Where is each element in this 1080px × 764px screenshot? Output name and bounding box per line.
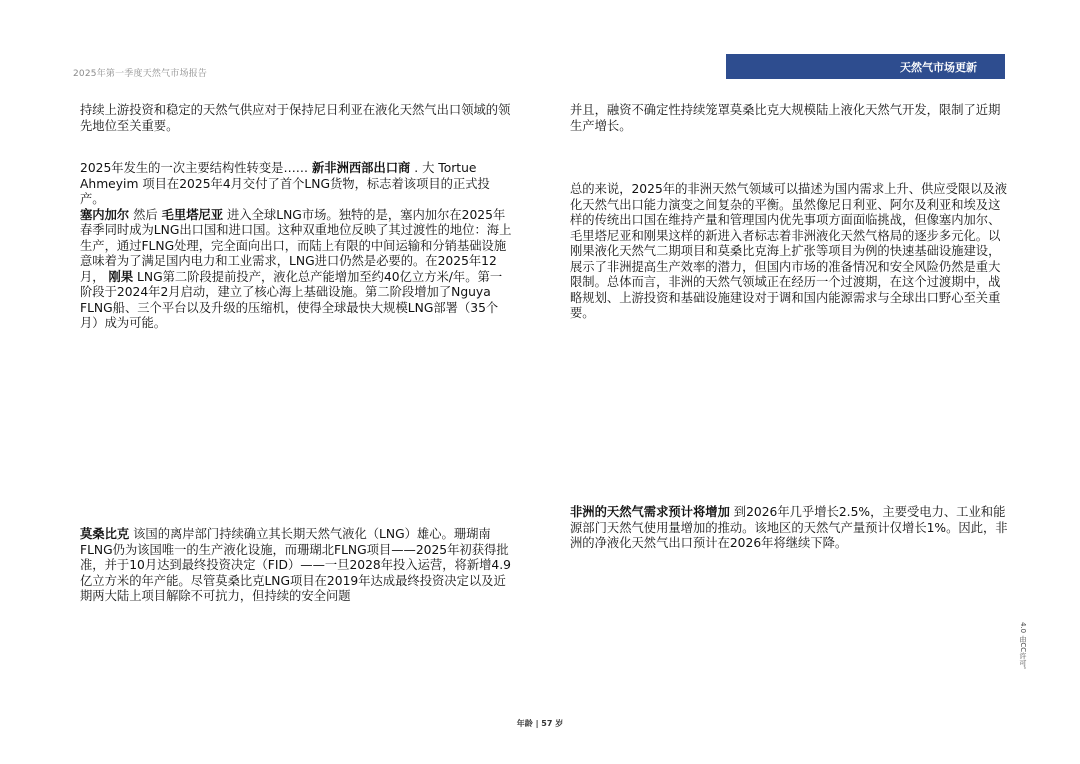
paragraph-overall-summary: 总的来说，2025年的非洲天然气领域可以描述为国内需求上升、供应受限以及液化天然气出口能力演变之间复杂的平衡。虽然像尼日利亚、阿尔及利亚和埃及这样的传统出口国在维持产量和管理国内优先事项方面面临挑战，但像塞内加尔、毛里塔尼亚和刚果这样的新进入者标志着非洲液化天然气格局的逐步多元化。以刚果液化天然气二期项目和莫桑比克海上扩张等项目为例的快速基础设施建设，展示了非洲提高生产效率的潜力，但国内市场的准备情况和安全风险仍然是重大限制。总体而言，非洲的天然气领域正在经历一个过渡期，在这个过渡期中，战略规划、上游投资和基础设施建设对于调和国内能源需求与全球出口野心至关重要。 [570,182,1008,320]
bold-term-mauritania: 毛里塔尼亚 [161,207,224,222]
license-side-note: 4.0 由CC许可。 [1019,622,1027,674]
running-header: 2025年第一季度天然气市场报告 [73,69,208,79]
paragraph-financing-uncertainty: 并且，融资不确定性持续笼罩莫桑比克大规模陆上液化天然气开发，限制了近期生产增长。 [570,103,1001,133]
text-run: . 大 Tortue Ahmeyim 项目在2025年4月交付了首个LNG货物，标志着该项目的正式投产。 [80,161,490,206]
paragraph-structural-shift [80,161,512,332]
text-run: 然后 [129,207,162,222]
paragraph-demand-outlook [570,505,1012,552]
page-number: 年龄 | 57 岁 [516,719,564,728]
text-run: 2025年发生的一次主要结构性转变是…… [80,161,312,175]
text-run: 进入全球LNG市场。独特的是，塞内加尔在2025年春季同时成为LNG出口国和进口国。这种双重地位反映了其过渡性的地位：海上生产，通过FLNG处理，完全面向出口，而陆上有限的中间运输和分销基础设施意味着为了满足国内电力和工业需求，LNG进口仍然是必要的。在2025年12月， [80,207,512,284]
text-run: 该国的离岸部门持续确立其长期天然气液化（LNG）雄心。珊瑚南FLNG仍为该国唯一的生产液化设施，而珊瑚北FLNG项目——2025年初获得批准，并于10月达到最终投资决定（FID）——一旦2028年投入运营，将新增4.9亿立方米的年产能。尽管莫桑比克LNG项目在2019年达成最终投资决定以及近期两大陆上项目解除不可抗力，但持续的安全问题 [80,527,511,603]
section-tab: 天然气市场更新 [726,54,1005,79]
bold-term-congo: 刚果 [108,269,134,284]
paragraph-nigeria: 持续上游投资和稳定的天然气供应对于保持尼日利亚在液化天然气出口领域的领先地位至关重要。 [80,103,511,133]
paragraph-mozambique [80,527,512,605]
text-run: LNG第二阶段提前投产，液化总产能增加至约40亿立方米/年。第一阶段于2024年2月启动，建立了核心海上基础设施。第二阶段增加了Nguya FLNG船、三个平台以及升级的压缩机，使得全球最快大规模LNG部署（35个月）成为可能。 [80,269,503,330]
bold-term-mozambique: 莫桑比克 [80,527,130,541]
bold-term-senegal: 塞内加尔 [80,207,130,222]
bold-term-west-africa: 新非洲西部出口商 [311,161,411,175]
bold-term-demand: 非洲的天然气需求预计将增加 [570,505,730,519]
text-run: 到2026年几乎增长2.5%，主要受电力、工业和能源部门天然气使用量增加的推动。该地区的天然气产量预计仅增长1%。因此，非洲的净液化天然气出口预计在2026年将继续下降。 [570,505,1008,550]
